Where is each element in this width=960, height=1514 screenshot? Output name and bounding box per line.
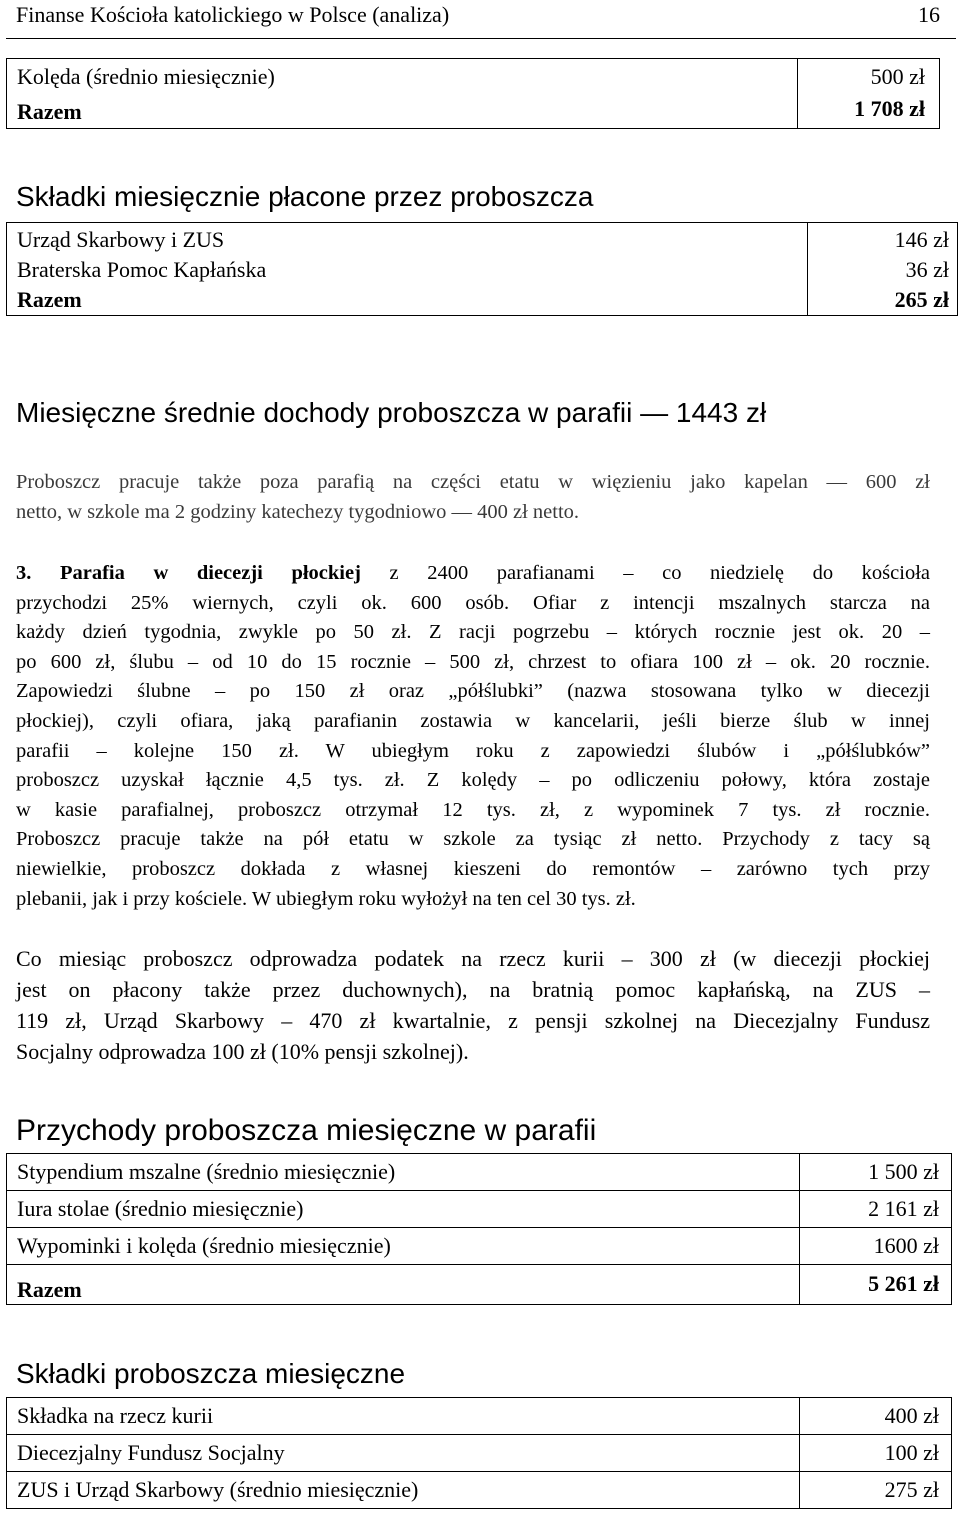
skladki-table	[6, 1397, 952, 1509]
paragraph-line: Zapowiedzi ślubne – po 150 zł oraz „półślubki” (nazwa stosowana tylko w diecezji	[16, 680, 930, 703]
table-cell-value: 400 zł	[884, 1403, 939, 1428]
paragraph-line: Proboszcz pracuje także na pół etatu w szkole za tysiąc zł netto. Przychody z tacy są	[16, 828, 930, 851]
table-cell-label: ZUS i Urząd Skarbowy (średnio miesięcznie)	[17, 1477, 419, 1502]
table-cell-label: Wypominki i kolęda (średnio miesięcznie)	[17, 1233, 391, 1258]
table-cell-label: Kolęda (średnio miesięcznie)	[17, 64, 275, 89]
section-heading-skladki: Składki proboszcza miesięczne	[16, 1358, 406, 1389]
table-cell-label: Iura stolae (średnio miesięcznie)	[17, 1196, 304, 1221]
table-cell-value: 500 zł	[870, 64, 925, 89]
table-cell-label: Składka na rzecz kurii	[17, 1403, 214, 1428]
skladki-placone-table	[6, 222, 958, 316]
table-cell-label: Braterska Pomoc Kapłańska	[17, 257, 267, 282]
document-title: Finanse Kościoła katolickiego w Polsce (analiza)	[16, 2, 450, 27]
paragraph-line: niewielkie, proboszcz dokłada z własnej kieszeni do remontów – zarówno tych przy	[16, 857, 930, 880]
table-cell-label: Urząd Skarbowy i ZUS	[17, 227, 225, 252]
table-cell-value: 2 161 zł	[868, 1196, 939, 1221]
paragraph-line: Proboszcz pracuje także poza parafią na części etatu w więzieniu jako kapelan — 600 zł	[16, 471, 930, 493]
paragraph-line: przychodzi 25% wiernych, czyli ok. 600 osób. Ofiar z intencji mszalnych starcza na	[16, 591, 930, 614]
table-cell-value-total: 5 261 zł	[868, 1271, 939, 1296]
paragraph-line: jest on płacony także przez duchownych), na bratnią pomoc kapłańską, na ZUS –	[16, 977, 930, 1002]
koleda-table	[6, 58, 940, 129]
page-number: 16	[918, 2, 940, 27]
table-cell-label-total: Razem	[17, 287, 82, 312]
table-cell-label-total: Razem	[17, 99, 82, 124]
table-cell-label: Diecezjalny Fundusz Socjalny	[17, 1440, 285, 1465]
lead-rest-text: z 2400 parafianami – co niedzielę do kościoła	[360, 562, 931, 584]
table-cell-value: 146 zł	[894, 227, 949, 252]
section-number: 3.	[16, 562, 32, 584]
table-cell-value: 1 500 zł	[868, 1159, 939, 1184]
paragraph-line: parafii – kolejne 150 zł. W ubiegłym roku z zapowiedzi ślubów i „półślubków”	[16, 739, 930, 762]
paragraph-line-lead	[16, 559, 930, 589]
table-cell-value: 1600 zł	[873, 1233, 939, 1258]
paragraph-plock	[16, 559, 930, 914]
paragraph-line: po 600 zł, ślubu – od 10 do 15 rocznie – 500 zł, chrzest to ofiara 100 zł – ok. 20 rocznie.	[16, 650, 930, 673]
table-cell-value-total: 1 708 zł	[854, 96, 925, 121]
paragraph-line: w kasie parafialnej, proboszcz otrzymał 12 tys. zł, z wypominek 7 tys. zł rocznie.	[16, 798, 930, 821]
table-cell-value: 36 zł	[905, 257, 949, 282]
lead-bold-text: Parafia w diecezji płockiej	[59, 562, 361, 584]
paragraph-line: plebanii, jak i przy kościele. W ubiegłym roku wyłożył na ten cel 30 tys. zł.	[16, 887, 636, 910]
table-cell-value-total: 265 zł	[894, 287, 949, 312]
przychody-table	[6, 1153, 952, 1305]
paragraph-line: płockiej), czyli ofiara, jaką parafianin zostawia w kancelarii, jeśli bierze ślub w innej	[16, 709, 930, 732]
paragraph-line: netto, w szkole ma 2 godziny katechezy tygodniowo — 400 zł netto.	[16, 500, 580, 523]
paragraph-line: 119 zł, Urząd Skarbowy – 470 zł kwartalnie, z pensji szkolnej na Diecezjalny Fundusz	[16, 1008, 930, 1033]
paragraph-line: Socjalny odprowadza 100 zł (10% pensji szkolnej).	[16, 1039, 469, 1064]
paragraph-podatek	[16, 943, 930, 1067]
running-header	[6, 0, 956, 39]
paragraph-dochody	[16, 468, 930, 527]
section-heading-dochody: Miesięczne średnie dochody proboszcza w parafii — 1443 zł	[16, 397, 767, 428]
table-cell-label-total: Razem	[17, 1277, 82, 1302]
section-heading-przychody: Przychody proboszcza miesięczne w parafii	[16, 1114, 597, 1147]
paragraph-line: proboszcz uzyskał łącznie 4,5 tys. zł. Z kolędy – po odliczeniu połowy, która zostaje	[16, 769, 930, 792]
table-cell-value: 100 zł	[884, 1440, 939, 1465]
paragraph-line: Co miesiąc proboszcz odprowadza podatek na rzecz kurii – 300 zł (w diecezji płockiej	[16, 946, 930, 971]
table-cell-value: 275 zł	[884, 1477, 939, 1502]
section-heading-skladki-placone: Składki miesięcznie płacone przez proboszcza	[16, 181, 594, 212]
paragraph-line: każdy dzień tygodnia, zwykle po 50 zł. Z racji pogrzebu – których rocznie jest ok. 20 –	[16, 621, 930, 644]
table-cell-label: Stypendium mszalne (średnio miesięcznie)	[17, 1159, 396, 1184]
